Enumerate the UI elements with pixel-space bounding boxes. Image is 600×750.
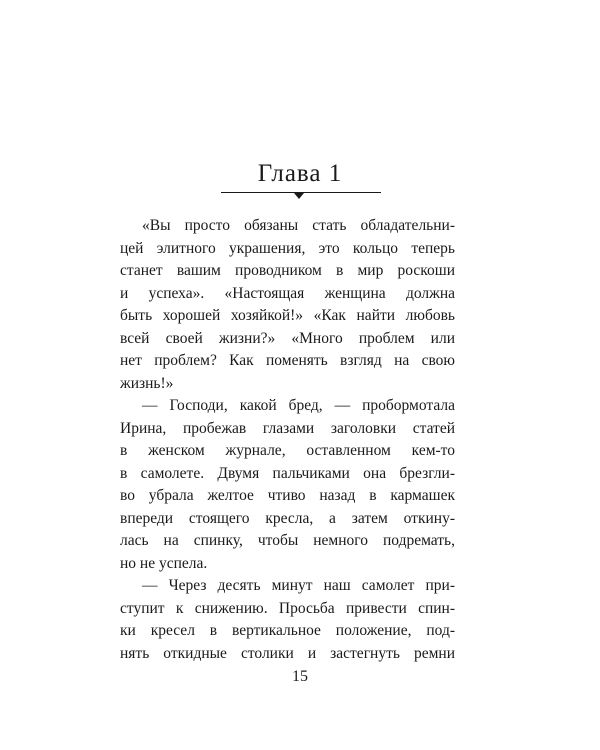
chapter-body: [120, 215, 455, 665]
paragraph-1: [120, 215, 455, 395]
text-line: «Вы просто обязаны стать обладательни-: [142, 217, 455, 234]
text-line: лась на спинку, чтобы немного подремать,: [120, 532, 455, 549]
title-ornament-triangle-icon: [294, 193, 304, 199]
paragraph-2: [120, 395, 455, 575]
text-line: — Через десять минут наш самолет при-: [142, 577, 455, 594]
text-line: нять откидные столики и застегнуть ремни: [120, 644, 455, 662]
text-line: станет вашим проводником в мир роскоши: [120, 262, 455, 279]
text-line: нет проблем? Как поменять взгляд на свою: [120, 352, 455, 369]
text-line: ки кресел в вертикальное положение, под-: [120, 622, 455, 639]
paragraph-3: [120, 575, 455, 665]
text-line: и успеха». «Настоящая женщина должна: [120, 284, 455, 302]
text-line: всей своей жизни?» «Много проблем или: [120, 329, 455, 347]
text-line: быть хорошей хозяйкой!» «Как найти любовь: [120, 307, 455, 324]
text-line: впереди стоящего кресла, а затем откину-: [120, 509, 455, 527]
text-line: в самолете. Двумя пальчиками она брезгли-: [120, 464, 455, 482]
text-line: во убрала желтое чтиво назад в кармашек: [120, 487, 455, 504]
text-line: Ирина, пробежав глазами заголовки статей: [120, 419, 455, 437]
text-line: — Господи, какой бред, — пробормотала: [142, 397, 455, 414]
text-line: жизнь!»: [120, 374, 174, 392]
text-line: ступит к снижению. Просьба привести спин-: [120, 599, 455, 617]
text-line: но не успела.: [120, 554, 208, 572]
page-number: 15: [292, 668, 308, 685]
chapter-title: Глава 1: [257, 160, 343, 187]
text-line: в женском журнале, оставленном кем-то: [120, 442, 455, 459]
text-line: цей элитного украшения, это кольцо теперь: [120, 239, 455, 257]
